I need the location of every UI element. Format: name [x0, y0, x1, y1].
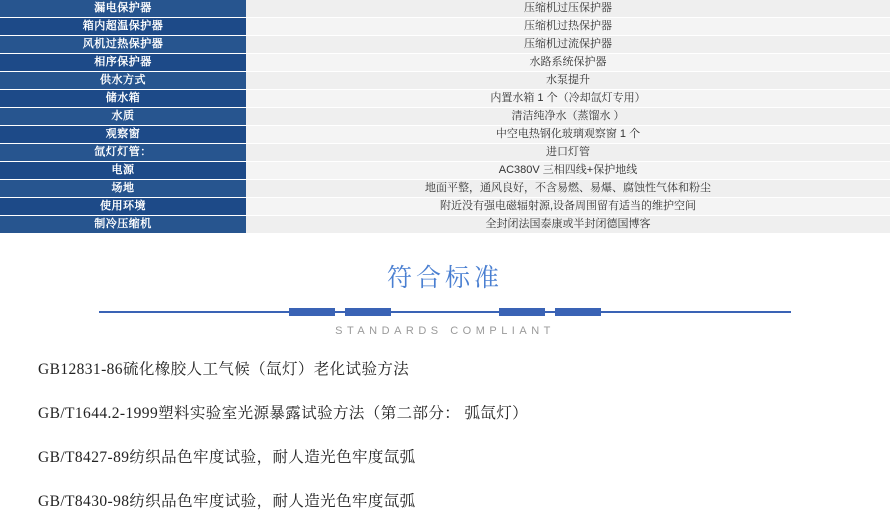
- table-row: [0, 198, 890, 216]
- table-row: [0, 54, 890, 72]
- spec-label: 供水方式: [0, 72, 246, 90]
- spec-value: 压缩机过流保护器: [246, 36, 890, 54]
- table-row: [0, 0, 890, 18]
- divider-block: [345, 308, 391, 316]
- table-row: [0, 18, 890, 36]
- section-title: 符合标准: [386, 265, 503, 292]
- table-row: [0, 72, 890, 90]
- table-row: [0, 216, 890, 234]
- table-row: [0, 108, 890, 126]
- list-item: GB/T8427-89纺织品色牢度试验，耐人造光色牢度氙弧: [38, 449, 416, 466]
- specification-table: [0, 0, 890, 234]
- spec-table-body: [0, 0, 890, 234]
- spec-value: 水路系统保护器: [246, 54, 890, 72]
- table-row: [0, 144, 890, 162]
- spec-label: 氙灯灯管：: [0, 144, 246, 162]
- list-item: GB/T1644.2-1999塑料实验室光源暴露试验方法（第二部分： 弧氙灯）: [38, 405, 529, 422]
- divider-line: [99, 311, 791, 313]
- spec-label: 电源: [0, 162, 246, 180]
- standards-list: [0, 357, 890, 511]
- spec-label: 观察窗: [0, 126, 246, 144]
- spec-value: 附近没有强电磁辐射源,设备周围留有适当的维护空间: [246, 198, 890, 216]
- spec-value: 压缩机过压保护器: [246, 0, 890, 18]
- table-row: [0, 180, 890, 198]
- table-row: [0, 36, 890, 54]
- spec-value: 内置水箱 1 个（冷却氙灯专用）: [246, 90, 890, 108]
- table-row: [0, 126, 890, 144]
- spec-label: 漏电保护器: [0, 0, 246, 18]
- list-item: GB/T8430-98纺织品色牢度试验，耐人造光色牢度氙弧: [38, 493, 416, 510]
- spec-label: 制冷压缩机: [0, 216, 246, 234]
- spec-value: 清洁纯净水（蒸馏水 ）: [246, 108, 890, 126]
- spec-label: 相序保护器: [0, 54, 246, 72]
- spec-value: 全封闭法国泰康或半封闭德国博客: [246, 216, 890, 234]
- spec-label: 箱内超温保护器: [0, 18, 246, 36]
- divider-block: [499, 308, 545, 316]
- divider-block: [289, 308, 335, 316]
- decorative-divider: [99, 308, 791, 316]
- section-subtitle: STANDARDS COMPLIANT: [335, 325, 555, 337]
- spec-value: 地面平整，通风良好，不含易燃、易爆、腐蚀性气体和粉尘: [246, 180, 890, 198]
- divider-block: [555, 308, 601, 316]
- spec-value: 进口灯管: [246, 144, 890, 162]
- spec-label: 使用环境: [0, 198, 246, 216]
- spec-label: 风机过热保护器: [0, 36, 246, 54]
- table-row: [0, 90, 890, 108]
- table-row: [0, 162, 890, 180]
- standards-section-header: [0, 258, 890, 337]
- spec-value: 中空电热钢化玻璃观察窗 1 个: [246, 126, 890, 144]
- spec-value: 压缩机过热保护器: [246, 18, 890, 36]
- spec-label: 水质: [0, 108, 246, 126]
- spec-value: AC380V 三相四线+保护地线: [246, 162, 890, 180]
- list-item: GB12831-86硫化橡胶人工气候（氙灯）老化试验方法: [38, 361, 410, 378]
- spec-value: 水泵提升: [246, 72, 890, 90]
- spec-label: 储水箱: [0, 90, 246, 108]
- spec-label: 场地: [0, 180, 246, 198]
